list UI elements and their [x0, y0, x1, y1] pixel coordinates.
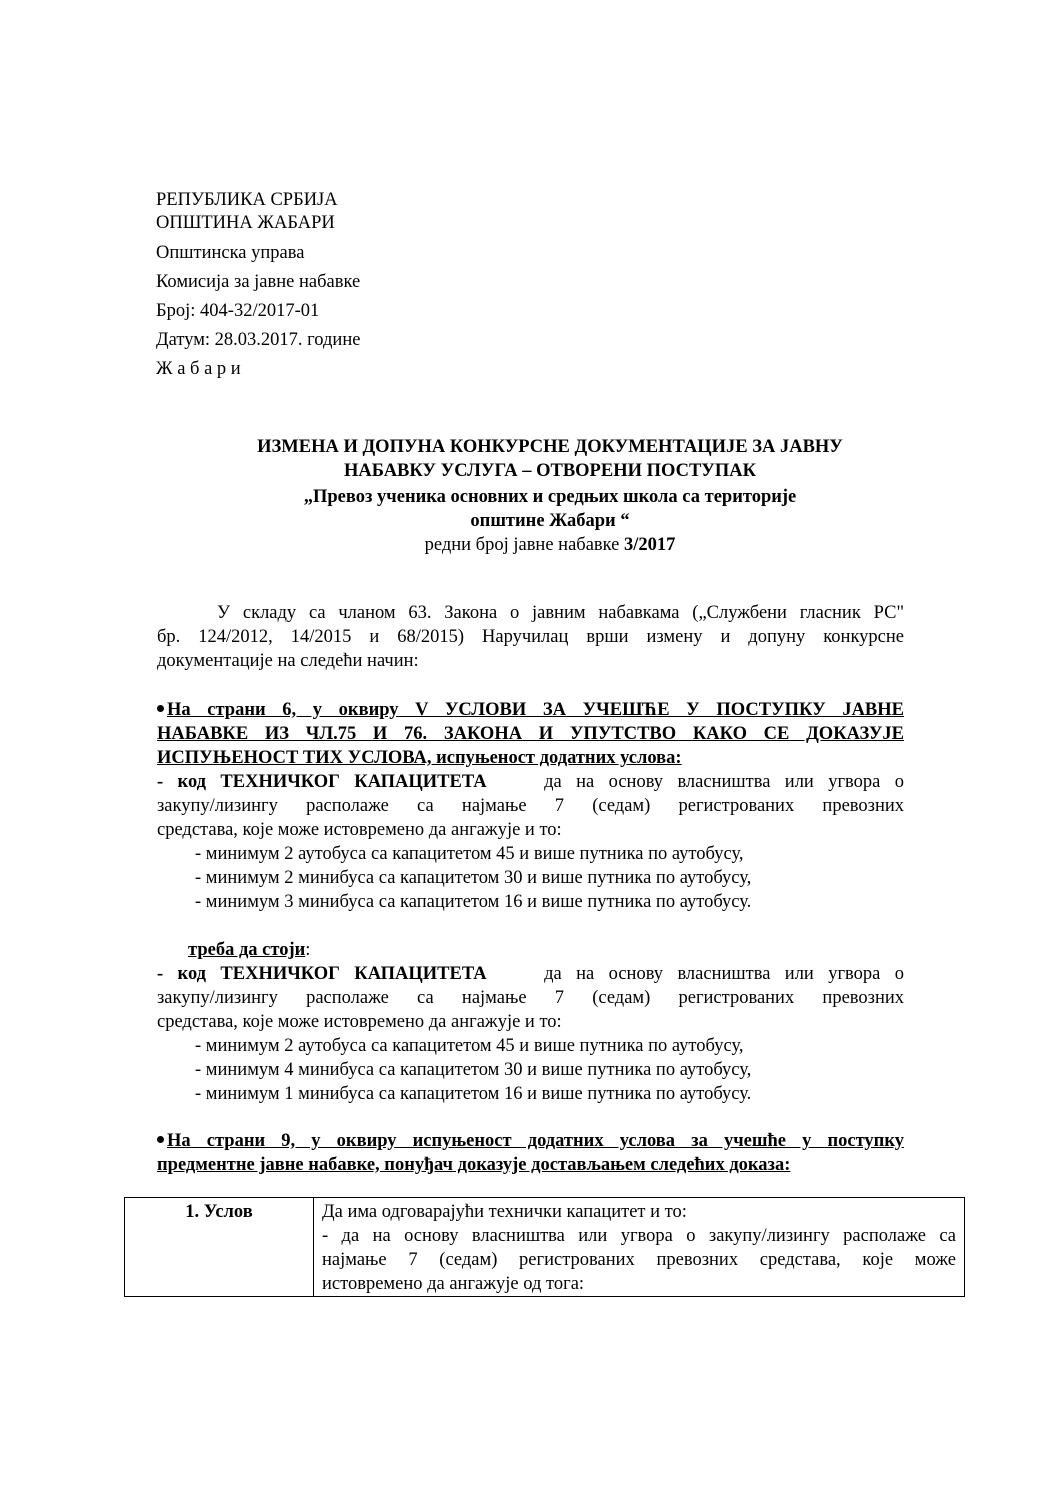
intro-line-1: У складу са чланом 63. Закона о јавним набавкама („Службени гласник РС" — [217, 603, 904, 623]
table-line-2: - да на основу власништва или угвора о закупу/лизингу располаже са — [322, 1226, 956, 1246]
section-3-heading-text-1: На страни 9, у оквиру испуњеност додатних услова за учешће у поступку — [167, 1131, 904, 1151]
section-2-item: - минимум 4 минибуса са капацитетом 30 и више путника по аутобусу, — [195, 1060, 752, 1080]
procurement-number: 3/2017 — [624, 535, 676, 555]
section-2-item: - минимум 2 аутобуса са капацитетом 45 и више путника по аутобусу, — [195, 1036, 744, 1056]
title-line-1: ИЗМЕНА И ДОПУНА КОНКУРСНЕ ДОКУМЕНТАЦИЈЕ ЗА ЈАВНУ — [257, 437, 843, 457]
table-cell-label: 1. Услов — [125, 1198, 314, 1297]
section-1-heading-line-3: ИСПУЊЕНОСТ ТИХ УСЛОВА, испуњеност додатних услова: — [157, 748, 682, 768]
header-municipality: ОПШТИНА ЖАБАРИ — [156, 213, 335, 233]
section-1-heading-line-2: НАБАВКЕ ИЗ ЧЛ.75 И 76. ЗАКОНА И УПУТСТВО КАКО СЕ ДОКАЗУЈЕ — [157, 724, 904, 744]
header-date: Датум: 28.03.2017. године — [156, 330, 361, 350]
bullet-icon — [157, 1136, 164, 1143]
section-1-line-2: закупу/лизингу располаже са најмање 7 (седам) регистрованих превозних — [157, 796, 904, 816]
table-line-4: истовремено да ангажује од тога: — [322, 1274, 585, 1294]
section-1-item: - минимум 2 аутобуса са капацитетом 45 и више путника по аутобусу, — [195, 844, 744, 864]
section-2-item: - минимум 1 минибуса са капацитетом 16 и више путника по аутобусу. — [195, 1084, 752, 1104]
section-1-heading-text-1: На страни 6, у оквиру V УСЛОВИ ЗА УЧЕШЋЕ У ПОСТУПКУ ЈАВНЕ — [167, 700, 904, 720]
title-line-4: општине Жабари “ — [470, 511, 630, 531]
section-1-capacity-text: да на основу власништва или угвора о — [544, 772, 904, 792]
header-number: Број: 404-32/2017-01 — [156, 301, 320, 321]
section-2-label-text: треба да стоји — [188, 940, 306, 960]
header-republic: РЕПУБЛИКА СРБИЈА — [156, 190, 338, 210]
table-line-3: најмање 7 (седам) регистрованих превозних средстава, које може — [322, 1250, 956, 1270]
section-3-heading-line-1 — [157, 1129, 904, 1153]
table-line-1: Да има одговарајући технички капацитет и то: — [322, 1202, 687, 1222]
procurement-number-prefix: редни број јавне набавке — [424, 535, 624, 555]
intro-paragraph — [157, 601, 904, 673]
section-1-capacity-line — [157, 770, 904, 794]
section-2 — [157, 938, 904, 1034]
section-1-heading-line-1 — [157, 698, 904, 722]
section-1-item: - минимум 3 минибуса са капацитетом 16 и више путника по аутобусу. — [195, 892, 752, 912]
section-1-line-3: средстава, које може истовремено да ангажује и то: — [157, 820, 562, 840]
section-1-capacity-label: - код ТЕХНИЧКОГ КАПАЦИТЕТА — [157, 772, 487, 792]
header-commission: Комисија за јавне набавке — [156, 272, 361, 292]
title-line-3: „Превоз ученика основних и средњих школа са територије — [303, 487, 797, 507]
intro-line-3: документације на следећи начин: — [157, 651, 419, 671]
section-2-capacity-line — [157, 962, 904, 986]
section-2-capacity-label: - код ТЕХНИЧКОГ КАПАЦИТЕТА — [157, 964, 487, 984]
section-3 — [157, 1129, 904, 1177]
table-cell-content — [314, 1198, 965, 1297]
section-3-heading-line-2: предментне јавне набавке, понуђач доказује достављањем следећих доказа: — [157, 1155, 791, 1175]
section-2-label — [157, 938, 904, 962]
title-line-2: НАБАВКУ УСЛУГА – ОТВОРЕНИ ПОСТУПАК — [343, 461, 757, 481]
section-2-line-2: закупу/лизингу располаже са најмање 7 (седам) регистрованих превозних — [157, 988, 904, 1008]
section-2-capacity-text: да на основу власништва или угвора о — [544, 964, 904, 984]
conditions-table — [124, 1197, 965, 1297]
section-2-line-3: средстава, које може истовремено да ангажује и то: — [157, 1012, 562, 1032]
section-2-label-colon: : — [305, 940, 311, 960]
bullet-icon — [157, 705, 164, 712]
section-1 — [157, 698, 904, 842]
intro-line-2: бр. 124/2012, 14/2015 и 68/2015) Наручилац врши измену и допуну конкурсне — [157, 627, 904, 647]
header-administration: Општинска управа — [156, 243, 305, 263]
section-1-item: - минимум 2 минибуса са капацитетом 30 и више путника по аутобусу, — [195, 868, 752, 888]
header-place: Ж а б а р и — [156, 359, 241, 379]
title-line-5 — [140, 533, 960, 557]
table-row — [125, 1198, 965, 1297]
